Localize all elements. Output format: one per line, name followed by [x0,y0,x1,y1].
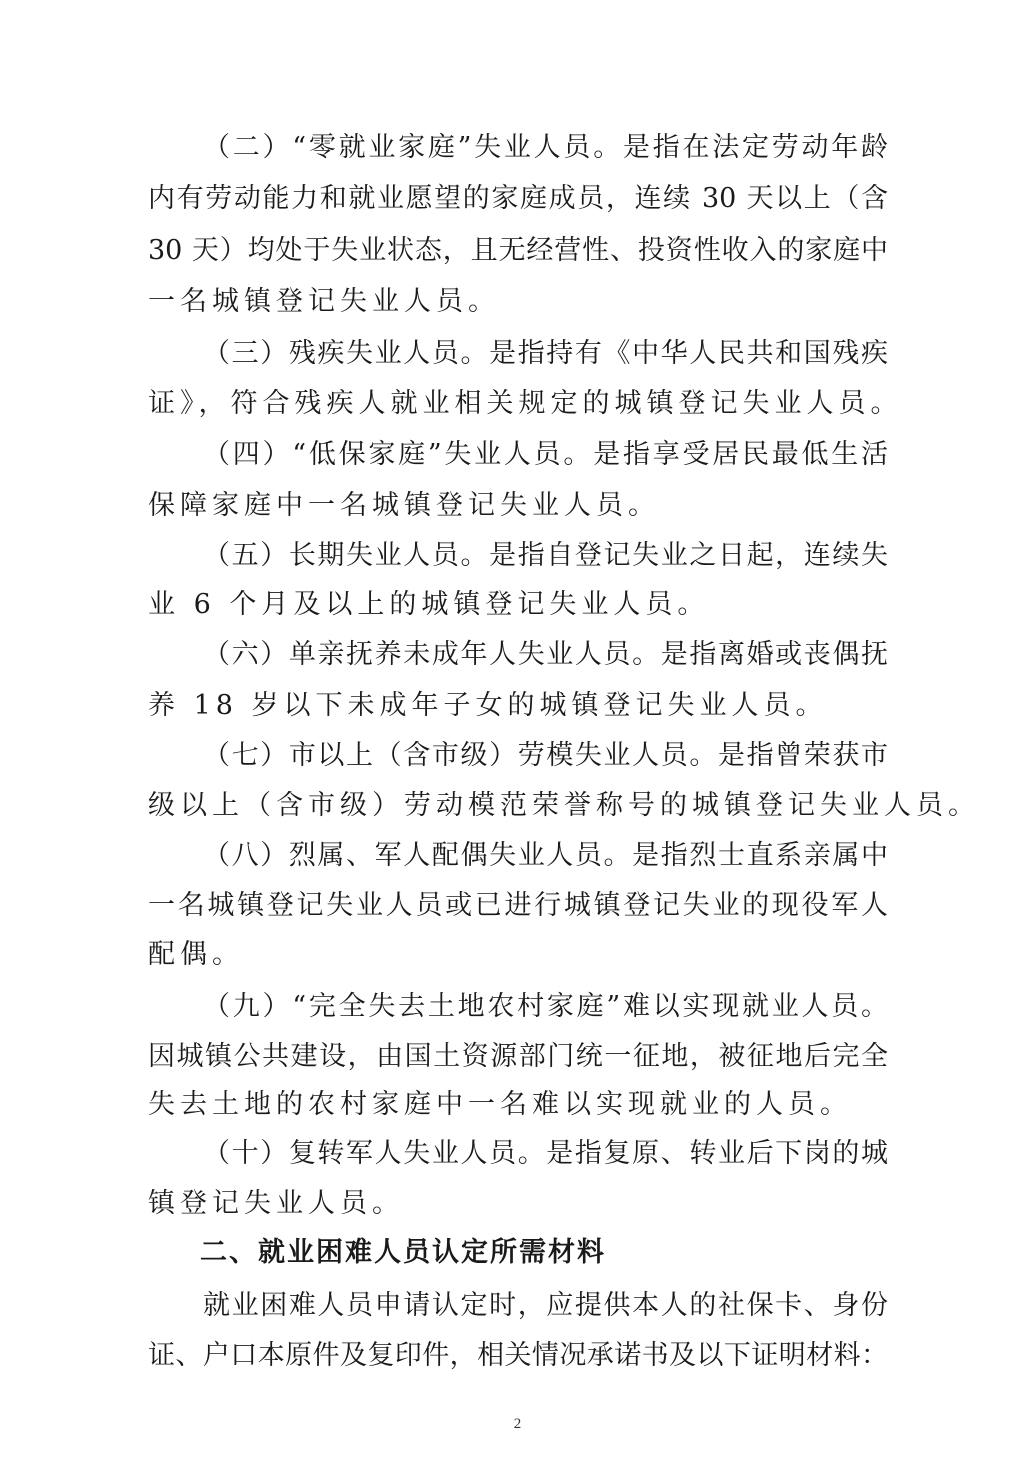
paragraph-3-line-2: 证》，符合残疾人就业相关规定的城镇登记失业人员。 [148,388,903,419]
paragraph-10-line-2: 镇登记失业人员。 [148,1188,404,1219]
page-number: 2 [513,1416,522,1432]
paragraph-8-line-1: （八）烈属、军人配偶失业人员。是指烈士直系亲属中 [203,840,888,871]
paragraph-4-line-1: （四）“低保家庭”失业人员。是指享受居民最低生活 [203,439,888,470]
paragraph-7-line-1: （七）市以上（含市级）劳模失业人员。是指曾荣获市 [203,740,888,771]
section-heading: 二、就业困难人员认定所需材料 [200,1237,606,1268]
paragraph-5-line-1: （五）长期失业人员。是指自登记失业之日起，连续失 [203,540,888,571]
paragraph-9-line-2: 因城镇公共建设，由国土资源部门统一征地，被征地后完全 [148,1041,888,1072]
paragraph-6-line-2: 养 18 岁以下未成年子女的城镇登记失业人员。 [148,690,828,721]
closing-paragraph-line-1: 就业困难人员申请认定时，应提供本人的社保卡、身份 [203,1290,888,1321]
paragraph-9-line-1: （九）“完全失去土地农村家庭”难以实现就业人员。 [203,991,888,1022]
paragraph-2-line-1: （二）“零就业家庭”失业人员。是指在法定劳动年龄 [203,132,888,163]
paragraph-6-line-1: （六）单亲抚养未成年人失业人员。是指离婚或丧偶抚 [203,639,888,670]
paragraph-2-line-2: 内有劳动能力和就业愿望的家庭成员，连续 30 天以上（含 [148,183,888,214]
closing-paragraph-line-2: 证、户口本原件及复印件，相关情况承诺书及以下证明材料： [148,1340,888,1371]
paragraph-4-line-2: 保障家庭中一名城镇登记失业人员。 [148,490,660,521]
paragraph-8-line-3: 配偶。 [148,939,244,970]
paragraph-8-line-2: 一名城镇登记失业人员或已进行城镇登记失业的现役军人 [148,890,888,921]
paragraph-3-line-1: （三）残疾失业人员。是指持有《中华人民共和国残疾 [203,338,888,369]
paragraph-2-line-3: 30 天）均处于失业状态，且无经营性、投资性收入的家庭中 [148,235,888,266]
paragraph-9-line-3: 失去土地的农村家庭中一名难以实现就业的人员。 [148,1089,852,1120]
paragraph-2-line-4: 一名城镇登记失业人员。 [148,286,500,317]
paragraph-7-line-2: 级以上（含市级）劳动模范荣誉称号的城镇登记失业人员。 [148,790,980,821]
paragraph-5-line-2: 业 6 个月及以上的城镇登记失业人员。 [148,589,710,620]
paragraph-10-line-1: （十）复转军人失业人员。是指复原、转业后下岗的城 [203,1138,888,1169]
